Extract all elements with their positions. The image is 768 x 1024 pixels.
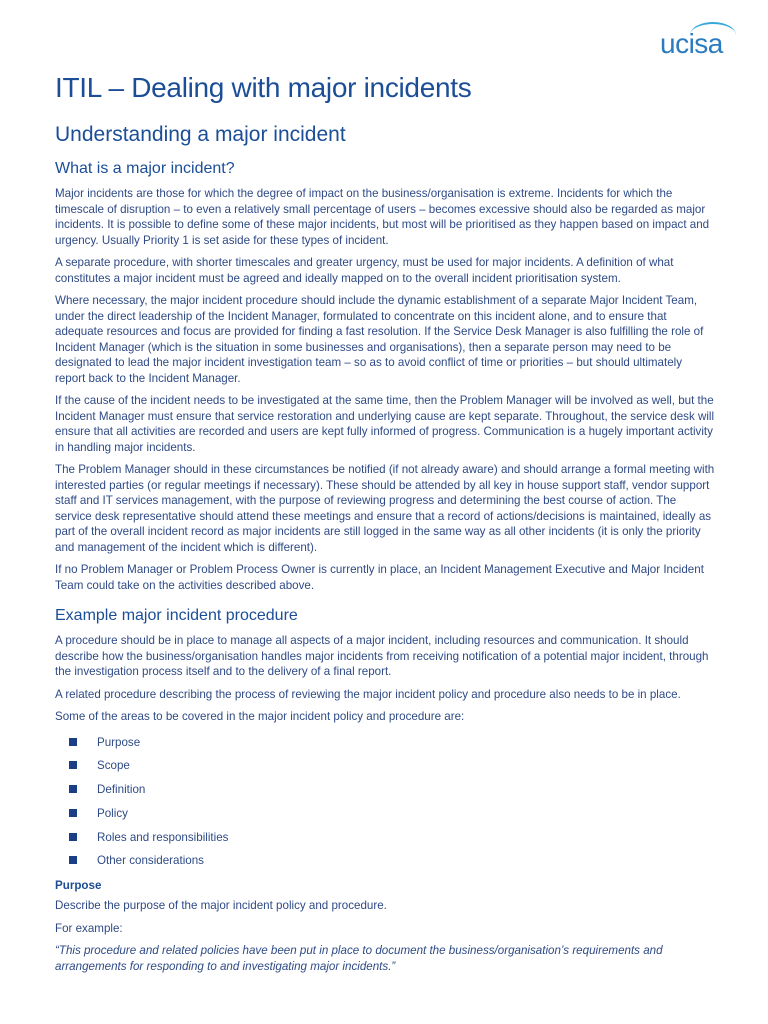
bullet-square-icon (69, 738, 77, 746)
list-item (55, 735, 715, 759)
paragraph: If no Problem Manager or Problem Process Owner is currently in place, an Incident Management Executive and Major Incident Team could take on the activities described above. (55, 563, 704, 592)
areas-list (55, 735, 715, 878)
paragraph: If the cause of the incident needs to be investigated at the same time, then the Problem Manager will be involved as well, but the Incident Manager must ensure that service restoration and underlying cause are kept separate. Throughout, the service desk will ensure that all activities are recorded and users are kept fully informed of progress. Communication is a hugely important activity in handling major incidents. (55, 394, 715, 454)
paragraph: A procedure should be in place to manage all aspects of a major incident, including resources and communication. It should describe how the business/organisation handles major incidents from receiving notification of a potential major incident, through the investigation process itself and to the delivery of a final report. (55, 634, 709, 678)
paragraph: Some of the areas to be covered in the major incident policy and procedure are: (55, 710, 465, 723)
document-body (55, 68, 715, 981)
list-item (55, 806, 715, 830)
list-item-label: Scope (97, 759, 130, 773)
purpose-heading: Purpose (55, 879, 102, 893)
paragraph: A related procedure describing the process of reviewing the major incident policy and procedure also needs to be in place. (55, 687, 681, 701)
ucisa-logo (660, 22, 760, 66)
section-heading: Understanding a major incident (55, 123, 346, 146)
page-title: ITIL – Dealing with major incidents (55, 72, 472, 103)
bullet-square-icon (69, 833, 77, 841)
what-is-heading: What is a major incident? (55, 160, 235, 177)
paragraph: Major incidents are those for which the degree of impact on the business/organisation is extreme. Incidents for which the timescale of disruption – to even a relatively small percentage of users – becomes excessive should also be regarded as major incidents. It is possible to define some of these major incidents, but most will be prioritised as they happen based on impact and urgency. Usually Priority 1 is set aside for these types of incident. (55, 187, 710, 247)
paragraph: Where necessary, the major incident procedure should include the dynamic establishment of a separate Major Incident Team, under the direct leadership of the Incident Manager, formulated to concentrate on this incident alone, and to ensure that adequate resources and focus are provided for finding a fast resolution. If the Service Desk Manager is also fulfilling the role of Incident Manager (which is the situation in some businesses and organisations), then a separate person may need to be designated to lead the major incident investigation team – so as to avoid conflict of time or priorities – but should ultimately report back to the Incident Manager. (55, 294, 704, 385)
example-heading: Example major incident procedure (55, 607, 298, 624)
paragraph: The Problem Manager should in these circumstances be notified (if not already aware) and should arrange a formal meeting with interested parties (or regular meetings if necessary). These should be attended by all key in house support staff, vendor support staff and IT services management, with the purpose of reviewing progress and determining the best course of action. The service desk representative should attend these meetings and ensure that a record of actions/decisions is maintained, ideally as part of the overall incident record as major incidents are still logged in the same way as all other incidents (it is only the priority and management of the incident which is different). (55, 463, 715, 554)
purpose-quote: “This procedure and related policies have been put in place to document the business/organisation’s requirements and arrangements for responding to and investigating major incidents.” (55, 944, 663, 973)
paragraph: For example: (55, 921, 123, 935)
bullet-square-icon (69, 809, 77, 817)
paragraph: A separate procedure, with shorter timescales and greater urgency, must be used for major incidents. A definition of what constitutes a major incident must be agreed and ideally mapped on to the overall incident prioritisation system. (55, 256, 674, 285)
list-item (55, 830, 715, 854)
logo-text: ucisa (660, 28, 723, 59)
bullet-square-icon (69, 761, 77, 769)
list-item-label: Roles and responsibilities (97, 830, 229, 844)
list-item (55, 782, 715, 806)
bullet-square-icon (69, 856, 77, 864)
list-item-label: Definition (97, 783, 146, 797)
list-item-label: Purpose (97, 735, 141, 749)
paragraph: Describe the purpose of the major incident policy and procedure. (55, 899, 387, 913)
list-item (55, 758, 715, 782)
list-item-label: Other considerations (97, 854, 204, 868)
list-item-label: Policy (97, 806, 128, 820)
bullet-square-icon (69, 785, 77, 793)
list-item (55, 853, 715, 877)
